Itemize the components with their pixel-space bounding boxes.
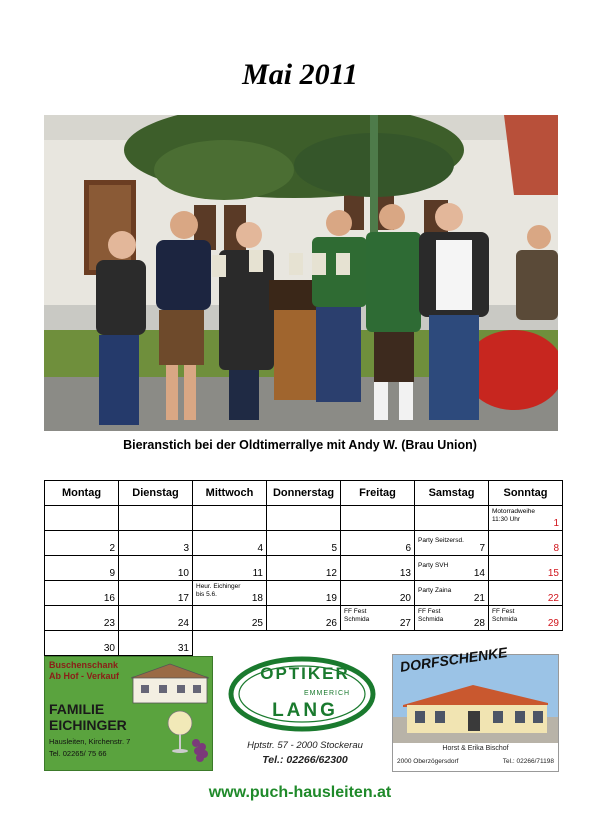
ad-eichinger-line3: FAMILIE — [49, 701, 105, 717]
ad-optiker-top: OPTIKER — [260, 664, 350, 683]
calendar-day-cell — [193, 606, 267, 631]
calendar-event: Motorradweihe 11:30 Uhr — [492, 508, 535, 523]
calendar-day-number: 18 — [251, 593, 263, 604]
ad-eichinger — [44, 656, 213, 771]
calendar-day-cell — [193, 581, 267, 606]
calendar-week-row — [45, 506, 563, 531]
calendar-day-number: 19 — [325, 593, 337, 604]
wine-glass-grapes-icon — [160, 709, 210, 767]
weekday-header: Donnerstag — [267, 481, 341, 506]
ad-eichinger-line5: Hausleiten, Kirchenstr. 7 — [49, 737, 131, 746]
calendar-event: Party SVH — [418, 562, 449, 569]
calendar-empty-cell — [193, 631, 267, 656]
calendar-day-cell — [341, 581, 415, 606]
calendar-day-cell — [119, 581, 193, 606]
calendar-day-number: 9 — [109, 568, 115, 579]
calendar-day-cell — [119, 606, 193, 631]
calendar-event: FF Fest Schmida — [344, 608, 370, 623]
ad-optiker-middle: EMMERICH — [304, 690, 351, 697]
farmhouse-icon — [131, 663, 209, 705]
calendar-day-cell — [489, 531, 563, 556]
calendar-day-cell — [45, 631, 119, 656]
calendar-grid — [44, 480, 563, 656]
calendar-event: FF Fest Schmida — [492, 608, 518, 623]
calendar-event: FF Fest Schmida — [418, 608, 444, 623]
calendar-day-number: 15 — [547, 568, 559, 579]
calendar-day-number: 22 — [547, 593, 559, 604]
calendar-empty-cell — [267, 506, 341, 531]
ad-dorfschenke — [392, 643, 559, 772]
calendar-day-cell — [341, 531, 415, 556]
calendar-day-cell — [489, 581, 563, 606]
calendar-day-cell — [45, 531, 119, 556]
calendar-day-cell — [489, 506, 563, 531]
calendar-day-number: 23 — [103, 618, 115, 629]
weekday-header: Montag — [45, 481, 119, 506]
ad-eichinger-line1: Buschenschank — [49, 660, 119, 670]
calendar-day-cell — [193, 556, 267, 581]
calendar-day-cell — [45, 556, 119, 581]
calendar-day-number: 4 — [257, 543, 263, 554]
calendar-day-number: 16 — [103, 593, 115, 604]
photo-caption: Bieranstich bei der Oldtimerrallye mit Andy W. (Brau Union) — [123, 438, 477, 452]
calendar-day-number: 12 — [325, 568, 337, 579]
calendar-day-cell — [341, 556, 415, 581]
calendar-day-number: 7 — [479, 543, 485, 554]
calendar-day-cell — [415, 556, 489, 581]
calendar-day-cell — [119, 631, 193, 656]
calendar-day-cell — [267, 606, 341, 631]
calendar-week-row — [45, 606, 563, 631]
ad-dorfschenke-place: 2000 Oberzögersdorf — [397, 758, 459, 765]
ad-optiker-address: Hptstr. 57 - 2000 Stockerau — [247, 740, 363, 751]
calendar-day-number: 30 — [103, 643, 115, 654]
calendar-day-cell — [415, 581, 489, 606]
calendar-day-cell — [119, 556, 193, 581]
calendar-empty-cell — [341, 631, 415, 656]
calendar-day-cell — [341, 606, 415, 631]
calendar-day-number: 10 — [177, 568, 189, 579]
ad-optiker-phone: Tel.: 02266/62300 — [262, 754, 348, 766]
calendar-day-cell — [415, 531, 489, 556]
calendar-week-row — [45, 556, 563, 581]
calendar-day-number: 2 — [109, 543, 115, 554]
calendar-day-number: 1 — [553, 518, 559, 529]
calendar-day-number: 6 — [405, 543, 411, 554]
calendar-day-cell — [193, 531, 267, 556]
calendar-event: Party Seitzersd. — [418, 537, 464, 544]
calendar-day-number: 14 — [473, 568, 485, 579]
calendar-empty-cell — [415, 506, 489, 531]
weekday-header: Mittwoch — [193, 481, 267, 506]
calendar-day-number: 21 — [473, 593, 485, 604]
calendar-empty-cell — [193, 506, 267, 531]
calendar-day-cell — [45, 606, 119, 631]
calendar-day-number: 28 — [473, 618, 485, 629]
ad-eichinger-line4: EICHINGER — [49, 717, 127, 733]
calendar-day-number: 25 — [251, 618, 263, 629]
calendar-day-number: 5 — [331, 543, 337, 554]
calendar-event: Party Zaina — [418, 587, 452, 594]
calendar-day-number: 13 — [399, 568, 411, 579]
calendar-day-cell — [415, 606, 489, 631]
calendar-day-number: 11 — [252, 568, 263, 579]
ad-optiker-bottom: LANG — [272, 700, 338, 721]
calendar-day-number: 24 — [177, 618, 189, 629]
calendar-day-cell — [45, 581, 119, 606]
calendar-day-cell — [489, 556, 563, 581]
calendar-day-number: 20 — [399, 593, 411, 604]
weekday-header: Freitag — [341, 481, 415, 506]
calendar-day-cell — [267, 581, 341, 606]
calendar-empty-cell — [45, 506, 119, 531]
calendar-day-cell — [267, 556, 341, 581]
calendar-day-number: 3 — [183, 543, 189, 554]
calendar-empty-cell — [267, 631, 341, 656]
calendar-event: Heur. Eichinger bis 5.6. — [196, 583, 241, 598]
ad-dorfschenke-phone: Tel.: 02266/71198 — [502, 758, 554, 765]
calendar-week-row — [45, 531, 563, 556]
month-title: Mai 2011 — [242, 58, 358, 91]
calendar-day-cell — [267, 531, 341, 556]
weekday-header: Samstag — [415, 481, 489, 506]
calendar-day-number: 29 — [547, 618, 559, 629]
weekday-header: Sonntag — [489, 481, 563, 506]
weekday-header: Dienstag — [119, 481, 193, 506]
ad-dorfschenke-owners: Horst & Erika Bischof — [442, 745, 509, 752]
calendar-day-number: 31 — [177, 643, 189, 654]
ad-eichinger-line6: Tel. 02265/ 75 66 — [49, 749, 107, 758]
calendar-day-number: 8 — [553, 543, 559, 554]
calendar-day-number: 17 — [177, 593, 189, 604]
calendar-day-cell — [489, 606, 563, 631]
website-link[interactable]: www.puch-hausleiten.at — [208, 784, 392, 801]
weekday-header-row — [45, 481, 563, 506]
calendar-day-cell — [119, 531, 193, 556]
calendar-empty-cell — [119, 506, 193, 531]
ad-optiker-lang — [222, 656, 382, 769]
event-photo — [44, 115, 558, 431]
calendar-empty-cell — [341, 506, 415, 531]
ad-eichinger-line2: Ab Hof - Verkauf — [49, 671, 120, 681]
calendar-day-number: 26 — [325, 618, 337, 629]
calendar-week-row — [45, 581, 563, 606]
calendar-day-number: 27 — [399, 618, 411, 629]
ad-dorfschenke-name: DORFSCHENKE — [399, 643, 509, 675]
